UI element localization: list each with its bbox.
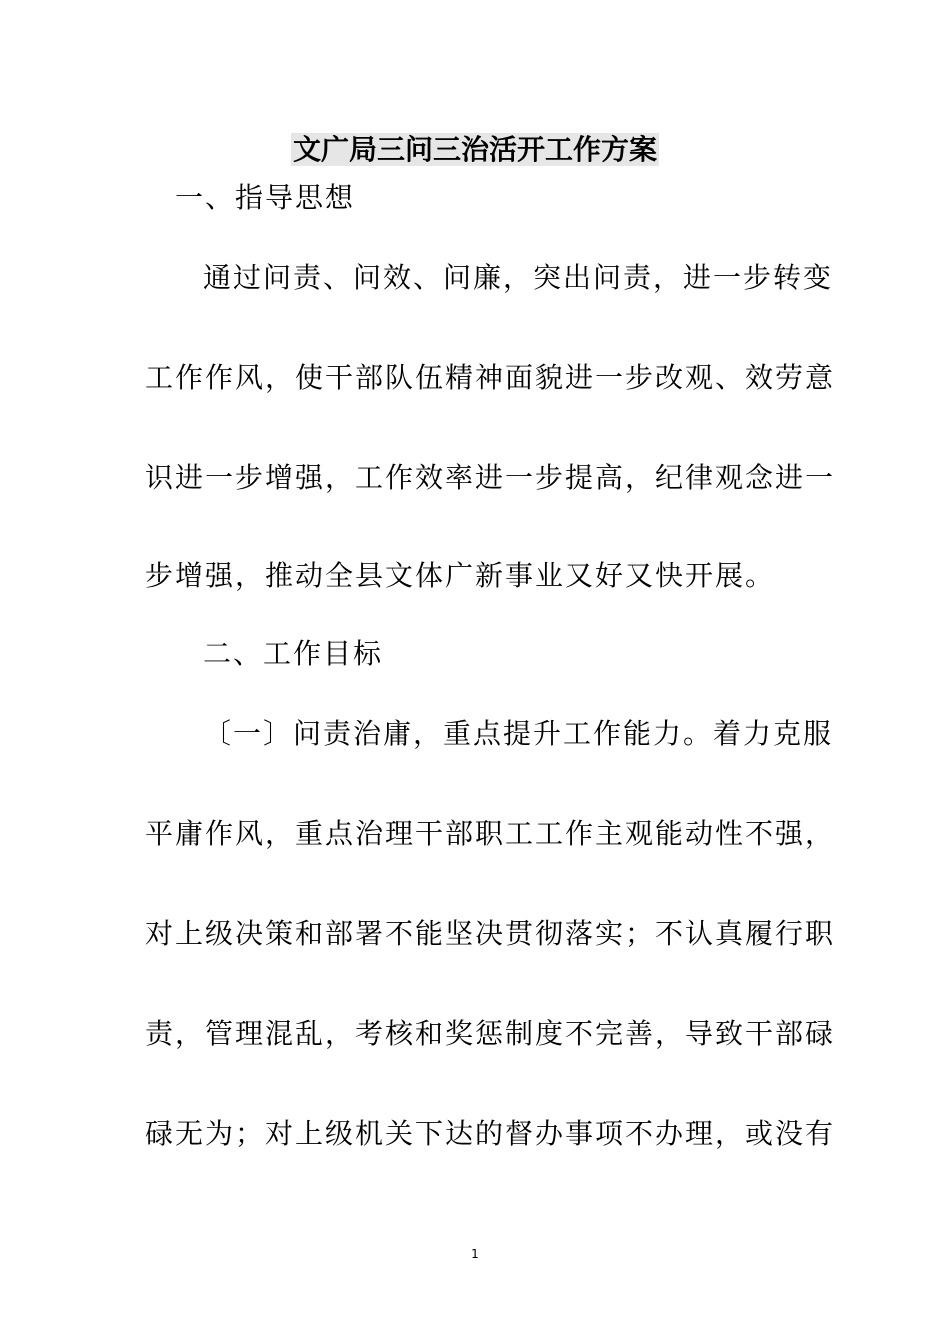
section-heading-guiding-ideology: 一、指导思想	[175, 181, 356, 214]
paragraph-line: 平庸作风，重点治理干部职工工作主观能动性不强，	[145, 817, 836, 850]
paragraph-line: 碌无为；对上级机关下达的督办事项不办理，或没有	[145, 1117, 836, 1150]
section-heading-work-goals: 二、工作目标	[203, 637, 384, 670]
paragraph-line: 责，管理混乱，考核和奖惩制度不完善，导致干部碌	[145, 1017, 836, 1050]
document-title	[0, 130, 950, 170]
page-number: 1	[471, 1247, 479, 1261]
paragraph-line: 步增强，推动全县文体广新事业又好又快开展。	[145, 559, 776, 592]
document-title-text: 文广局三问三治活开工作方案	[292, 133, 657, 166]
paragraph-line: 通过问责、问效、问廉，突出问责，进一步转变	[203, 261, 834, 294]
paragraph-line: 〔一〕问责治庸，重点提升工作能力。着力克服	[203, 717, 834, 750]
paragraph-line: 识进一步增强，工作效率进一步提高，纪律观念进一	[145, 461, 836, 494]
paragraph-line: 工作作风，使干部队伍精神面貌进一步改观、效劳意	[145, 361, 836, 394]
paragraph-line: 对上级决策和部署不能坚决贯彻落实；不认真履行职	[145, 917, 836, 950]
